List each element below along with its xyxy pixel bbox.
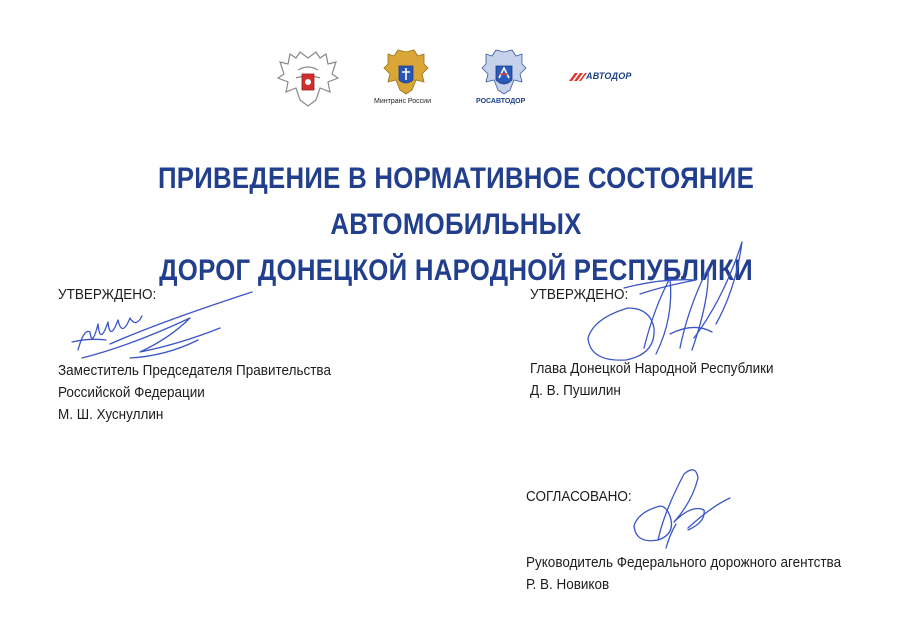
approved-left-signatory	[58, 360, 361, 426]
right-position-line-1: Глава Донецкой Народной Республики	[530, 360, 774, 377]
left-position-line-2: Российской Федерации	[58, 384, 205, 401]
approved-right-heading-block	[530, 284, 639, 306]
agreed-position-line-1: Руководитель Федерального дорожного агентства	[526, 554, 842, 571]
title-line-2: ДОРОГ ДОНЕЦКОЙ НАРОДНОЙ РЕСПУБЛИКИ	[159, 254, 753, 287]
avtodor-label: АВТОДОР	[586, 71, 632, 81]
mintrans-emblem-icon	[374, 48, 431, 105]
right-signatory-name: Д. В. Пушилин	[530, 382, 621, 399]
logo-row	[272, 48, 652, 110]
approved-right-heading: УТВЕРЖДЕНО:	[530, 286, 629, 303]
left-position-line-1: Заместитель Председателя Правительства	[58, 362, 331, 379]
agreed-signatory-name: Р. В. Новиков	[526, 576, 610, 593]
agreed-signatory	[526, 552, 876, 596]
avtodor-logo-icon	[568, 71, 632, 82]
agreed-heading-block	[526, 486, 643, 508]
dnr-emblem-icon	[276, 48, 340, 110]
mintrans-caption: Минтранс России	[374, 98, 431, 105]
approved-left-heading-block	[58, 284, 167, 306]
document-title	[81, 156, 831, 294]
approved-left-heading: УТВЕРЖДЕНО:	[58, 286, 157, 303]
rosavtodor-emblem-icon	[476, 48, 528, 105]
left-signatory-name: М. Ш. Хуснуллин	[58, 406, 164, 423]
approved-right-signatory	[530, 358, 801, 402]
rosavtodor-caption: РОСАВТОДОР	[476, 98, 526, 105]
title-line-1: ПРИВЕДЕНИЕ В НОРМАТИВНОЕ СОСТОЯНИЕ АВТОМОБИЛЬНЫХ	[157, 162, 755, 241]
agreed-heading: СОГЛАСОВАНО:	[526, 488, 632, 505]
